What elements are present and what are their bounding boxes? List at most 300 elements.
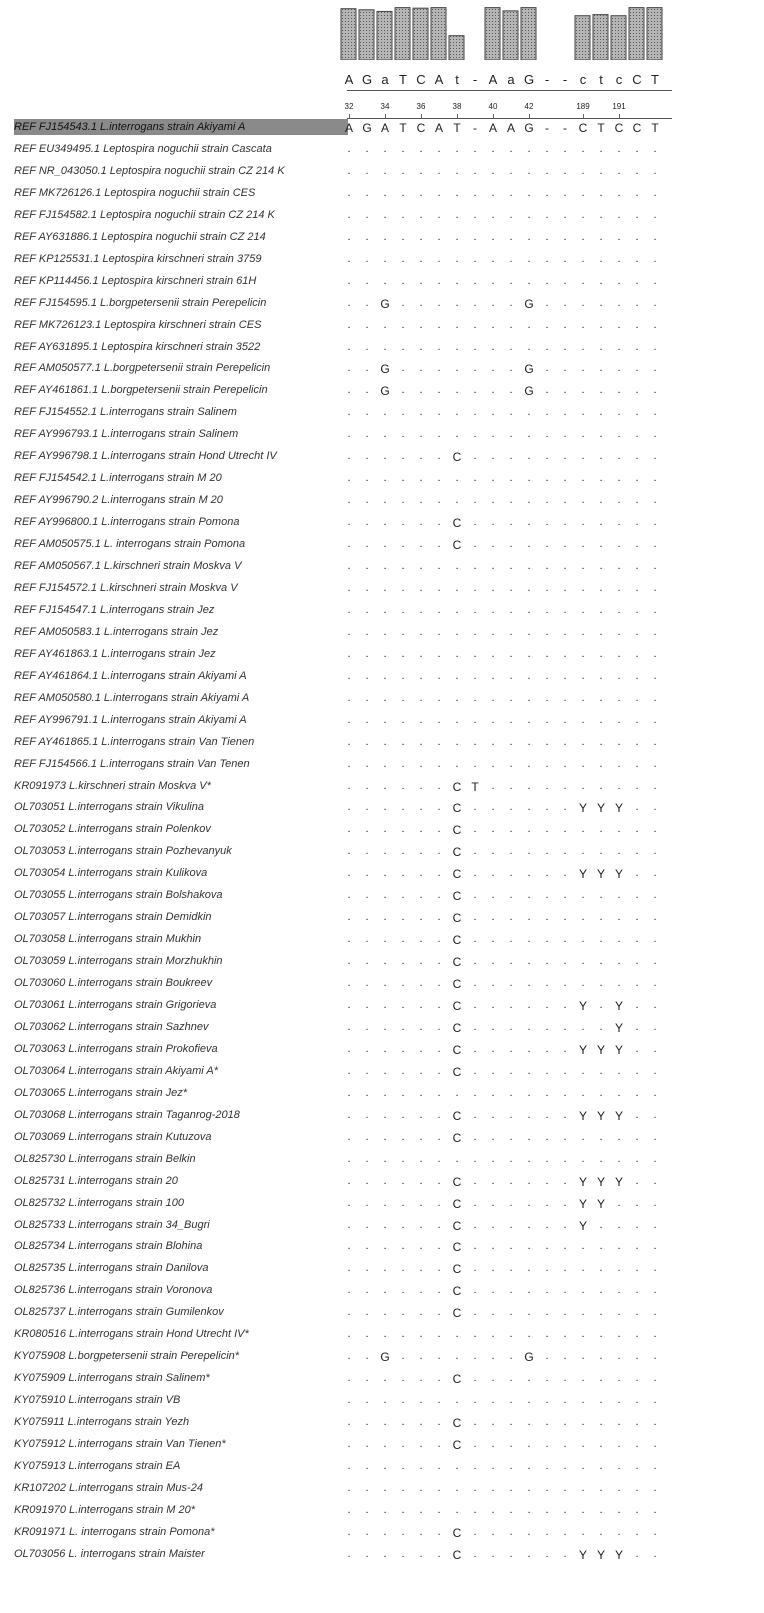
sequence-name[interactable]: OL703055 L.interrogans strain Bolshakova [14,889,223,902]
match-dot: . [617,1525,621,1538]
alignment-row[interactable] [0,1325,764,1347]
match-dot: . [347,845,351,858]
match-dot: . [635,1174,639,1187]
alignment-row[interactable] [0,996,764,1018]
sequence-name[interactable]: REF FJ154582.1 Leptospira noguchii strain CZ 214 K [14,208,275,221]
alignment-row[interactable] [0,1106,764,1128]
alignment-row[interactable] [0,1040,764,1062]
alignment-row[interactable] [0,1237,764,1259]
sequence-name[interactable]: KY075910 L.interrogans strain VB [14,1394,181,1407]
sequence-name[interactable]: OL703052 L.interrogans strain Polenkov [14,823,211,836]
match-dot: . [563,186,567,199]
alignment-row[interactable] [0,908,764,930]
match-dot: . [401,735,405,748]
match-dot: . [401,867,405,880]
logo-bar [575,16,590,60]
match-dot: . [491,340,495,353]
alignment-row[interactable] [0,689,764,711]
sequence-name[interactable]: REF AY996798.1 L.interrogans strain Hond Utrecht IV [14,450,277,463]
match-dot: . [635,779,639,792]
sequence-name[interactable]: REF FJ154552.1 L.interrogans strain Salinem [14,406,237,419]
match-dot: . [563,362,567,375]
alignment-row[interactable] [0,623,764,645]
alignment-row[interactable] [0,1501,764,1523]
match-dot: . [491,1020,495,1033]
sequence-name[interactable]: REF FJ154572.1 L.kirschneri strain Moskva V [14,581,238,594]
match-dot: . [617,1481,621,1494]
base-cell: C [452,1064,462,1079]
alignment-row[interactable] [0,842,764,864]
match-dot: . [455,362,459,375]
match-dot: . [473,318,477,331]
match-dot: . [545,1218,549,1231]
match-dot: . [527,1174,531,1187]
match-dot: . [473,713,477,726]
match-dot: . [401,1196,405,1209]
alignment-row[interactable] [0,645,764,667]
match-dot: . [509,164,513,177]
alignment-row[interactable] [0,272,764,294]
match-dot: . [419,625,423,638]
match-dot: . [599,1481,603,1494]
alignment-row[interactable] [0,952,764,974]
match-dot: . [527,538,531,551]
alignment-row[interactable] [0,1062,764,1084]
match-dot: . [563,164,567,177]
sequence-name[interactable]: OL703053 L.interrogans strain Pozhevanyuk [14,845,232,858]
match-dot: . [491,1328,495,1341]
match-dot: . [473,230,477,243]
sequence-name[interactable]: OL825733 L.interrogans strain 34_Bugri [14,1218,210,1231]
match-dot: . [473,1372,477,1385]
match-dot: . [401,186,405,199]
sequence-name[interactable]: OL825737 L.interrogans strain Gumilenkov [14,1306,224,1319]
match-dot: . [509,603,513,616]
sequence-name[interactable]: REF AM050567.1 L.kirschneri strain Moskva V [14,560,242,572]
match-dot: . [491,581,495,594]
alignment-row[interactable] [0,1457,764,1479]
match-dot: . [419,252,423,265]
alignment-row[interactable] [0,1391,764,1413]
alignment-row[interactable] [0,930,764,952]
sequence-name[interactable]: KR080516 L.interrogans strain Hond Utrecht IV* [14,1328,249,1341]
match-dot: . [545,735,549,748]
match-dot: . [365,669,369,682]
match-dot: . [545,713,549,726]
sequence-name[interactable]: REF AM050577.1 L.borgpetersenii strain Perepelicin [14,362,271,375]
alignment-row[interactable] [0,798,764,820]
base-cell: Y [614,1042,623,1057]
match-dot: . [509,450,513,463]
match-dot: . [347,296,351,309]
alignment-row[interactable] [0,140,764,162]
sequence-name[interactable]: REF MK726123.1 Leptospira kirschneri strain CES [14,318,262,331]
alignment-row[interactable] [0,316,764,338]
base-cell: C [452,1306,462,1321]
alignment-row[interactable] [0,1216,764,1238]
match-dot: . [581,186,585,199]
sequence-name[interactable]: REF FJ154566.1 L.interrogans strain Van Tenen [14,757,250,770]
alignment-row[interactable] [0,886,764,908]
alignment-row[interactable] [0,338,764,360]
base-cell: C [452,1547,462,1562]
sequence-name[interactable]: OL703057 L.interrogans strain Demidkin [14,911,212,924]
alignment-row[interactable] [0,1172,764,1194]
match-dot: . [455,274,459,287]
alignment-row[interactable] [0,755,764,777]
match-dot: . [617,603,621,616]
match-dot: . [545,1547,549,1560]
match-dot: . [383,1262,387,1275]
match-dot: . [437,625,441,638]
alignment-row[interactable] [0,184,764,206]
base-cell: C [452,1416,462,1431]
match-dot: . [563,1525,567,1538]
match-dot: . [365,1020,369,1033]
match-dot: . [473,186,477,199]
alignment-row[interactable] [0,1084,764,1106]
match-dot: . [401,625,405,638]
match-dot: . [509,1130,513,1143]
match-dot: . [491,164,495,177]
sequence-name[interactable]: REF MK726126.1 Leptospira noguchii strain CES [14,186,256,199]
sequence-name[interactable]: KR091970 L.interrogans strain M 20* [14,1503,195,1516]
match-dot: . [599,472,603,485]
match-dot: . [599,362,603,375]
match-dot: . [419,1481,423,1494]
alignment-row[interactable] [0,1479,764,1501]
alignment-row[interactable] [0,1413,764,1435]
match-dot: . [581,1152,585,1165]
match-dot: . [563,274,567,287]
alignment-row[interactable] [0,1545,764,1567]
sequence-name[interactable]: REF AY996800.1 L.interrogans strain Pomona [14,516,240,529]
match-dot: . [509,384,513,397]
sequence-name[interactable]: REF AY996791.1 L.interrogans strain Akiyami A [14,713,247,726]
alignment-row[interactable] [0,535,764,557]
match-dot: . [635,581,639,594]
alignment-row[interactable] [0,1303,764,1325]
sequence-name[interactable]: OL703064 L.interrogans strain Akiyami A* [14,1064,219,1077]
match-dot: . [365,911,369,924]
match-dot: . [527,867,531,880]
sequence-name[interactable]: REF AY461864.1 L.interrogans strain Akiyami A [14,669,247,682]
alignment-row[interactable] [0,777,764,799]
match-dot: . [473,669,477,682]
match-dot: . [635,1547,639,1560]
sequence-name[interactable]: KR091971 L. interrogans strain Pomona* [14,1525,215,1538]
alignment-row[interactable] [0,579,764,601]
match-dot: . [545,581,549,594]
match-dot: . [347,1459,351,1472]
match-dot: . [401,318,405,331]
match-dot: . [401,472,405,485]
sequence-name[interactable]: REF AM050583.1 L.interrogans strain Jez [14,625,219,638]
match-dot: . [635,1108,639,1121]
match-dot: . [653,1108,657,1121]
base-cell: C [452,1108,462,1123]
sequence-name[interactable]: REF FJ154547.1 L.interrogans strain Jez [14,603,215,616]
match-dot: . [527,1218,531,1231]
match-dot: . [401,164,405,177]
match-dot: . [563,867,567,880]
sequence-name[interactable]: REF AY631895.1 Leptospira kirschneri strain 3522 [14,340,261,353]
match-dot: . [635,1525,639,1538]
match-dot: . [599,274,603,287]
sequence-name[interactable]: OL703056 L. interrogans strain Maister [14,1547,205,1560]
match-dot: . [419,1284,423,1297]
sequence-name[interactable]: OL703069 L.interrogans strain Kutuzova [14,1130,212,1143]
match-dot: . [653,1547,657,1560]
match-dot: . [383,340,387,353]
sequence-name[interactable]: OL825732 L.interrogans strain 100 [14,1196,185,1209]
alignment-row[interactable] [0,711,764,733]
match-dot: . [545,1174,549,1187]
match-dot: . [509,1481,513,1494]
sequence-name[interactable]: OL825730 L.interrogans strain Belkin [14,1152,196,1165]
match-dot: . [491,494,495,507]
position-label: 189 [576,102,590,111]
sequence-name[interactable]: REF EU349495.1 Leptospira noguchii strain Cascata [14,142,272,155]
match-dot: . [509,1240,513,1253]
alignment-row[interactable] [0,1150,764,1172]
match-dot: . [437,1196,441,1209]
sequence-name[interactable]: REF AY461863.1 L.interrogans strain Jez [14,647,216,660]
match-dot: . [581,603,585,616]
match-dot: . [383,845,387,858]
match-dot: . [455,691,459,704]
sequence-name[interactable]: OL825731 L.interrogans strain 20 [14,1174,178,1187]
match-dot: . [401,296,405,309]
match-dot: . [347,1306,351,1319]
match-dot: . [419,384,423,397]
match-dot: . [617,230,621,243]
match-dot: . [653,1306,657,1319]
base-cell: G [524,296,534,311]
match-dot: . [437,823,441,836]
alignment-row[interactable] [0,1369,764,1391]
base-cell: C [452,1262,462,1277]
match-dot: . [563,1547,567,1560]
match-dot: . [419,318,423,331]
alignment-row[interactable] [0,1281,764,1303]
sequence-name[interactable]: REF AM050580.1 L.interrogans strain Akiyami A [14,691,250,704]
match-dot: . [437,406,441,419]
match-dot: . [509,977,513,990]
alignment-row[interactable] [0,1523,764,1545]
alignment-row[interactable] [0,557,764,579]
base-cell: Y [614,1174,623,1189]
alignment-row[interactable] [0,469,764,491]
sequence-name[interactable]: OL703063 L.interrogans strain Prokofieva [14,1042,218,1055]
match-dot: . [383,274,387,287]
sequence-name[interactable]: OL703058 L.interrogans strain Mukhin [14,933,202,946]
match-dot: . [437,977,441,990]
match-dot: . [653,845,657,858]
match-dot: . [527,625,531,638]
sequence-name[interactable]: OL703054 L.interrogans strain Kulikova [14,867,208,880]
match-dot: . [347,1174,351,1187]
sequence-name[interactable]: REF AY996793.1 L.interrogans strain Salinem [14,428,239,441]
sequence-name[interactable]: REF FJ154542.1 L.interrogans strain M 20 [14,472,222,485]
match-dot: . [437,1306,441,1319]
match-dot: . [599,1350,603,1363]
sequence-name[interactable]: OL825735 L.interrogans strain Danilova [14,1262,209,1275]
match-dot: . [347,1064,351,1077]
match-dot: . [491,472,495,485]
match-dot: . [653,1481,657,1494]
match-dot: . [347,1020,351,1033]
match-dot: . [437,1416,441,1429]
alignment-row[interactable] [0,447,764,469]
match-dot: . [545,1262,549,1275]
alignment-row[interactable] [0,667,764,689]
match-dot: . [653,1152,657,1165]
position-label: 34 [380,102,390,111]
alignment-row[interactable] [0,1435,764,1457]
alignment-row[interactable] [0,974,764,996]
match-dot: . [599,779,603,792]
sequence-name[interactable]: OL703061 L.interrogans strain Grigorieva [14,999,217,1011]
alignment-row[interactable] [0,864,764,886]
match-dot: . [437,713,441,726]
alignment-row[interactable] [0,491,764,513]
sequence-name[interactable]: OL825736 L.interrogans strain Voronova [14,1284,213,1297]
match-dot: . [383,164,387,177]
alignment-row[interactable] [0,513,764,535]
sequence-name[interactable]: REF AY461861.1 L.borgpetersenii strain Perepelicin [14,384,268,397]
alignment-row[interactable] [0,403,764,425]
alignment-row[interactable] [0,425,764,447]
sequence-name[interactable]: REF NR_043050.1 Leptospira noguchii strain CZ 214 K [14,164,285,177]
sequence-name[interactable]: KY075908 L.borgpetersenii strain Perepelicin* [14,1350,240,1363]
match-dot: . [635,1416,639,1429]
match-dot: . [527,801,531,814]
logo-bar [485,8,500,60]
match-dot: . [347,450,351,463]
sequence-name[interactable]: OL703059 L.interrogans strain Morzhukhin [14,955,223,968]
sequence-name[interactable]: OL825734 L.interrogans strain Blohina [14,1240,203,1253]
match-dot: . [383,1020,387,1033]
match-dot: . [401,933,405,946]
position-label: 191 [612,102,626,111]
sequence-name[interactable]: OL703051 L.interrogans strain Vikulina [14,801,204,814]
match-dot: . [437,296,441,309]
alignment-row[interactable] [0,601,764,623]
match-dot: . [455,1328,459,1341]
match-dot: . [473,1503,477,1516]
match-dot: . [383,1130,387,1143]
match-dot: . [653,933,657,946]
alignment-row[interactable] [0,1259,764,1281]
match-dot: . [401,560,405,572]
alignment-row[interactable] [0,228,764,250]
alignment-row[interactable] [0,820,764,842]
logo-bar [341,9,356,60]
match-dot: . [653,1042,657,1055]
match-dot: . [617,494,621,507]
match-dot: . [347,823,351,836]
match-dot: . [545,318,549,331]
sequence-name[interactable]: REF AY461865.1 L.interrogans strain Van Tienen [14,735,255,748]
alignment-row[interactable] [0,294,764,316]
sequence-name[interactable]: REF KP114456.1 Leptospira kirschneri strain 61H [14,274,257,287]
match-dot: . [563,977,567,990]
alignment-row[interactable] [0,162,764,184]
sequence-name[interactable]: KY075913 L.interrogans strain EA [14,1459,181,1472]
match-dot: . [599,406,603,419]
match-dot: . [383,1525,387,1538]
sequence-name[interactable]: OL703060 L.interrogans strain Boukreev [14,977,213,990]
sequence-name[interactable]: REF AM050575.1 L. interrogans strain Pomona [14,538,246,551]
match-dot: . [581,1372,585,1385]
alignment-row[interactable] [0,206,764,228]
alignment-row[interactable] [0,1018,764,1040]
alignment-row[interactable] [0,118,764,140]
sequence-name[interactable]: OL703065 L.interrogans strain Jez* [14,1086,188,1099]
sequence-name[interactable]: KR107202 L.interrogans strain Mus-24 [14,1481,203,1494]
sequence-name[interactable]: REF KP125531.1 Leptospira kirschneri strain 3759 [14,252,262,265]
sequence-name[interactable]: KR091973 L.kirschneri strain Moskva V* [14,779,211,792]
match-dot: . [617,450,621,463]
sequence-name[interactable]: KY075909 L.interrogans strain Salinem* [14,1372,210,1385]
sequence-name[interactable]: KY075912 L.interrogans strain Van Tienen* [14,1438,226,1450]
match-dot: . [365,252,369,265]
match-dot: . [419,1196,423,1209]
match-dot: . [509,230,513,243]
match-dot: . [347,955,351,968]
sequence-name[interactable]: REF FJ154543.1 L.interrogans strain Akiyami A [14,121,246,133]
match-dot: . [653,1394,657,1407]
match-dot: . [545,1372,549,1385]
sequence-name[interactable]: OL703068 L.interrogans strain Taganrog-2018 [14,1108,240,1121]
sequence-name[interactable]: REF AY631886.1 Leptospira noguchii strain CZ 214 [14,230,266,243]
alignment-row[interactable] [0,733,764,755]
alignment-row[interactable] [0,1194,764,1216]
sequence-name[interactable]: REF AY996790.2 L.interrogans strain M 20 [14,494,223,507]
alignment-row[interactable] [0,1347,764,1369]
base-cell: C [452,1372,462,1387]
match-dot: . [383,1108,387,1121]
sequence-name[interactable]: OL703062 L.interrogans strain Sazhnev [14,1020,209,1033]
match-dot: . [527,560,531,572]
match-dot: . [347,581,351,594]
match-dot: . [635,318,639,331]
match-dot: . [635,1020,639,1033]
match-dot: . [401,252,405,265]
base-cell: G [380,1350,390,1365]
sequence-name[interactable]: KY075911 L.interrogans strain Yezh [14,1416,190,1429]
match-dot: . [437,1240,441,1253]
match-dot: . [365,296,369,309]
alignment-row[interactable] [0,1128,764,1150]
match-dot: . [491,296,495,309]
alignment-row[interactable] [0,250,764,272]
match-dot: . [527,823,531,836]
match-dot: . [653,516,657,529]
sequence-name[interactable]: REF FJ154595.1 L.borgpetersenii strain Perepelicin [14,296,267,309]
alignment-row[interactable] [0,381,764,403]
match-dot: . [563,713,567,726]
match-dot: . [437,1284,441,1297]
match-dot: . [491,1459,495,1472]
alignment-row[interactable] [0,359,764,381]
match-dot: . [365,1152,369,1165]
match-dot: . [365,757,369,770]
match-dot: . [581,1130,585,1143]
match-dot: . [653,1130,657,1143]
match-dot: . [347,186,351,199]
